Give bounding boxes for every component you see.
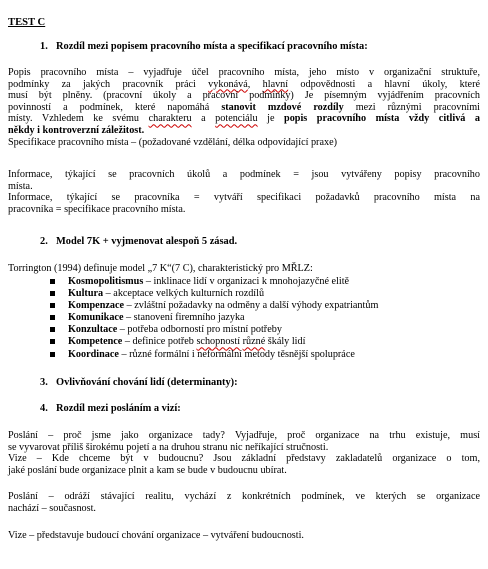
section-4-paragraph-1 xyxy=(8,430,480,476)
text-line: Poslání – odráží stávající realitu, vychází z konkrétních podmínek, ve kterých se organizace xyxy=(8,491,480,502)
text-line: nachází – současnost. xyxy=(8,502,96,514)
text-line: povinností a podmínek, které napomáhá stanovit mzdové rozdíly mezi různými pracovními xyxy=(8,101,480,113)
square-bullet-icon xyxy=(50,339,55,344)
section-1-number: 1. xyxy=(40,41,48,52)
list-item: Kultura – akceptace velkých kulturních rozdílů xyxy=(48,288,378,300)
section-4-heading xyxy=(40,403,181,415)
text-line: místy. Vzhledem ke svému charakteru a potenciálu je popis pracovního místa vždy citlivá a xyxy=(8,113,481,125)
text-line: se vyvarovat příliš širokému pojetí a na druhou stranu nic neříkající stručnosti. xyxy=(8,441,329,453)
square-bullet-icon xyxy=(50,315,55,320)
section-2-number: 2. xyxy=(40,236,48,247)
text-line: Informace, týkající se pracovníka = vytváří specifikaci požadavků pracovního místa na xyxy=(8,192,480,204)
text-line: Poslání – proč jsme jako organizace tady? Vyjadřuje, proč organizace na trhu existuje, musí xyxy=(8,430,480,441)
square-bullet-icon xyxy=(50,303,55,308)
list-item: Kosmopolitismus – inklinace lidí v organizaci k mnohojazyčné elitě xyxy=(48,276,378,288)
list-item: Konzultace – potřeba odborností pro místní potřeby xyxy=(48,324,378,336)
text-line: Informace, týkající se pracovních úkolů a podmínek = jsou vytvářeny popisy pracovního xyxy=(8,169,480,180)
test-title: TEST C xyxy=(8,17,46,28)
list-item: Komunikace – stanovení firemního jazyka xyxy=(48,312,378,324)
section-4-number: 4. xyxy=(40,403,48,414)
section-3-title: Ovlivňování chování lidí (determinanty): xyxy=(56,377,238,388)
section-2-intro xyxy=(8,263,480,275)
section-3-heading xyxy=(40,377,238,389)
square-bullet-icon xyxy=(50,352,55,357)
text-line: Torrington (1994) definuje model „7 K“(7 C), charakteristický pro MŘLZ: xyxy=(8,263,313,274)
list-item: Koordinace – různé formální i neformální metody těsnější spolupráce xyxy=(48,349,378,361)
list-item: Kompetence – definice potřeb schopností různé škály lidí xyxy=(48,336,378,348)
square-bullet-icon xyxy=(50,327,55,332)
text-line: Specifikace pracovního místa – (požadované vzdělání, délka odpovídající praxe) xyxy=(8,136,337,148)
text-line: Vize – Kde chceme být v budoucnu? Jsou základní představy zakladatelů organizace o tom, xyxy=(8,453,480,465)
text-line: Vize – představuje budoucí chování organizace – vytváření budoucnosti. xyxy=(8,530,304,541)
text-line: podmínky za jakých pracovník práci vykonává, hlavní odpovědnosti a hlavní úkoly, které xyxy=(8,78,480,90)
list-item: Kompenzace – zvláštní požadavky na odměny a další výhody expatriantům xyxy=(48,300,378,312)
section-4-paragraph-3 xyxy=(8,530,480,542)
text-line: Popis pracovního místa – vyjadřuje účel pracovního místa, jeho místo v organizační struktuře, xyxy=(8,67,480,78)
text-line: někdy i kontroverzní záležitost. xyxy=(8,124,145,136)
section-1-title: Rozdíl mezi popisem pracovního místa a specifikací pracovního místa: xyxy=(56,41,368,52)
text-line: musí být plněny. (pracovní úkoly a pracovní podmínky) Je písemným vyjádřením pracovních xyxy=(8,90,480,102)
section-2-title: Model 7K + vyjmenovat alespoň 5 zásad. xyxy=(56,236,238,247)
section-1-paragraph-1 xyxy=(8,67,480,148)
square-bullet-icon xyxy=(50,279,55,284)
section-1-heading xyxy=(40,41,368,53)
model-7k-list xyxy=(48,276,378,361)
section-3-number: 3. xyxy=(40,377,48,388)
section-4-paragraph-2 xyxy=(8,491,480,514)
text-line: místa. xyxy=(8,180,33,192)
square-bullet-icon xyxy=(50,291,55,296)
text-line: pracovníka = specifikace pracovního místa. xyxy=(8,203,186,215)
text-line: jaké poslání bude organizace plnit a kam se bude v budoucnu ubírat. xyxy=(8,464,287,476)
section-4-title: Rozdíl mezi posláním a vizí: xyxy=(56,403,181,414)
section-1-paragraph-2 xyxy=(8,169,480,215)
section-2-heading xyxy=(40,236,237,248)
